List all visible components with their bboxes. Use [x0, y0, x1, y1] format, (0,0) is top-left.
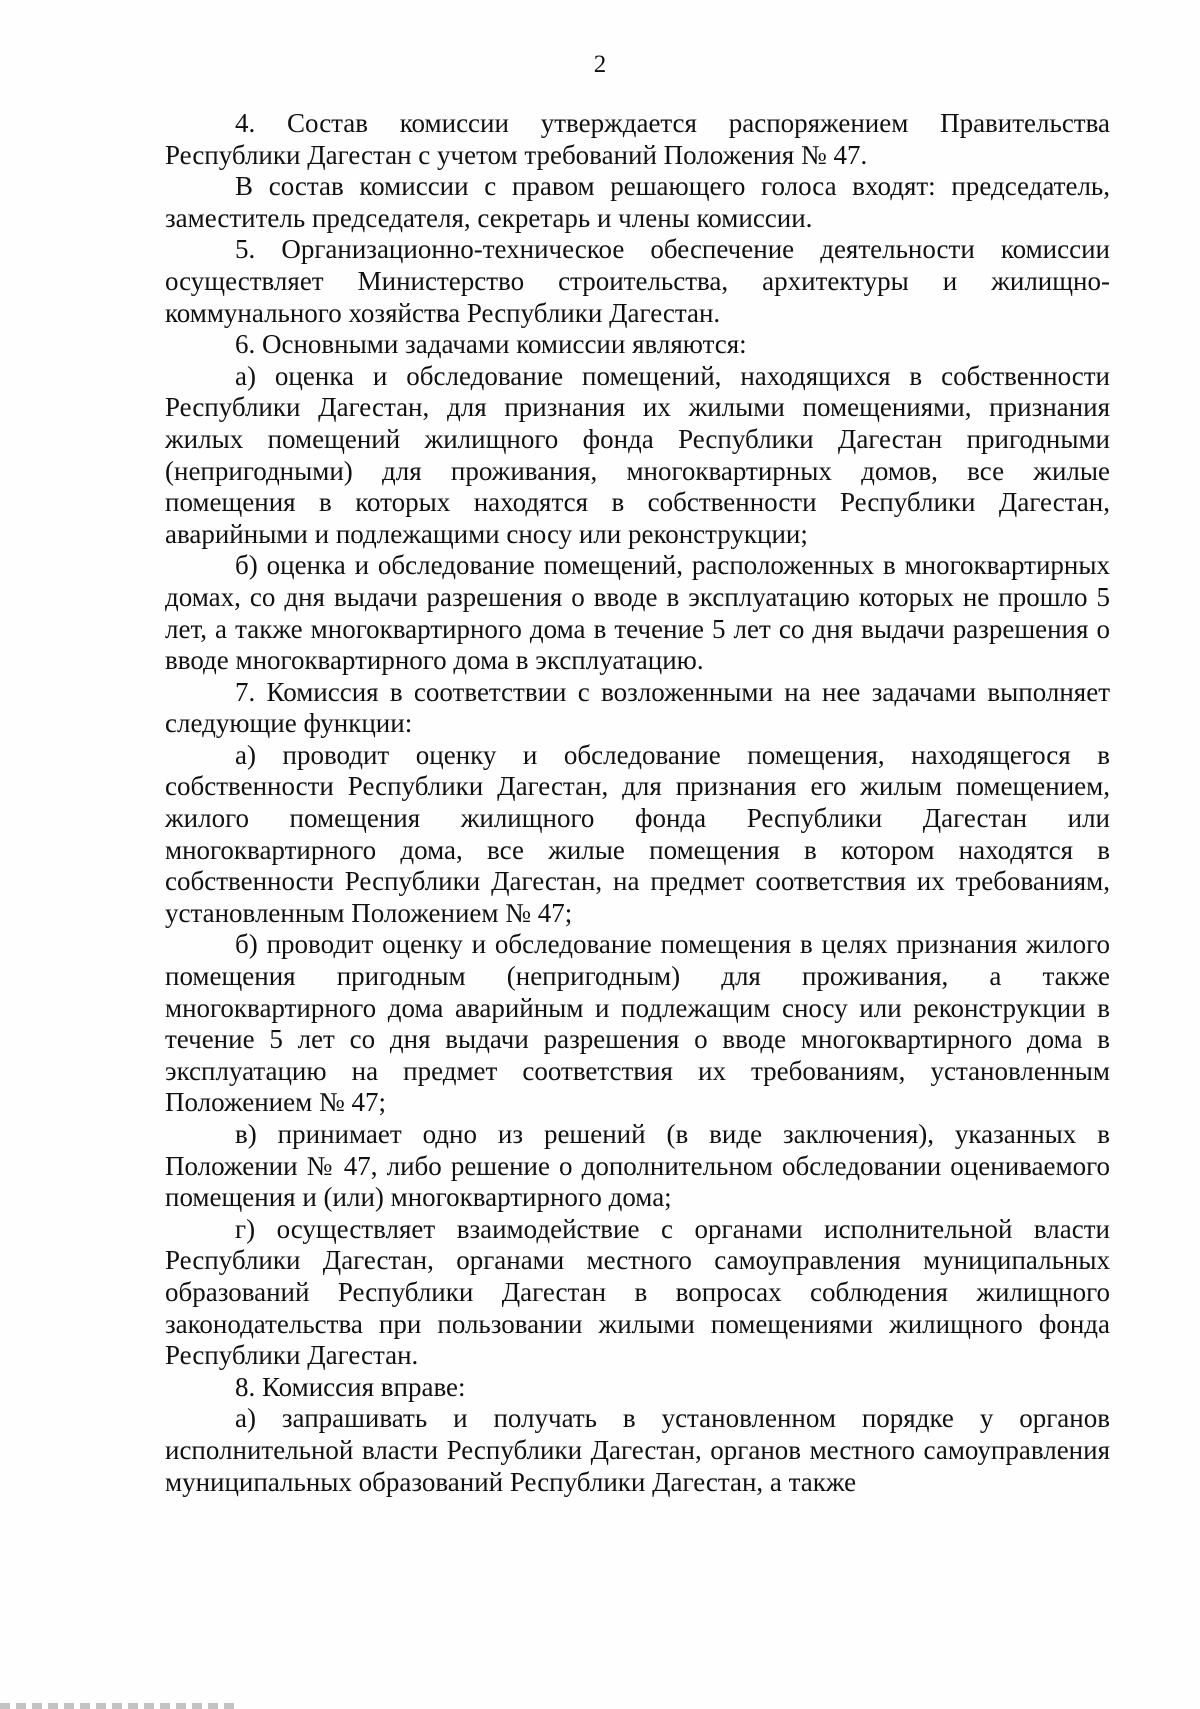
paragraph-voting-members: В состав комиссии с правом решающего голоса входят: председатель, заместитель председателя, секретарь и члены комиссии. [165, 171, 1110, 233]
paragraph-6-tasks-heading: 6. Основными задачами комиссии являются: [235, 329, 747, 360]
scan-edge-artifact [0, 1703, 240, 1709]
paragraph-8-rights-heading: 8. Комиссия вправе: [235, 1371, 466, 1402]
page-number: 2 [593, 51, 607, 78]
paragraph-7v: в) принимает одно из решений (в виде заключения), указанных в Положении № 47, либо решение о дополнительном обследовании оцениваемого помещения и (или) многоквартирного дома; [165, 1119, 1110, 1213]
paragraph-6a: а) оценка и обследование помещений, находящихся в собственности Республики Дагестан, для признания их жилыми помещениями, признания жилых помещений жилищного фонда Республики Дагестан пригодными (непригодными) для проживания, многоквартирных домов, все жилые помещения в которых находятся в собственности Республики Дагестан, аварийными и подлежащими сносу или реконструкции; [165, 360, 1110, 549]
paragraph-7g: г) осуществляет взаимодействие с органами исполнительной власти Республики Дагестан, органами местного самоуправления муниципальных образований Республики Дагестан в вопросах соблюдения жилищного законодательства при пользовании жилыми помещениями жилищного фонда Республики Дагестан. [165, 1213, 1110, 1371]
document-body [165, 108, 1110, 1498]
paragraph-7-functions-heading: 7. Комиссия в соответствии с возложенными на нее задачами выполняет следующие функции: [165, 676, 1110, 739]
paragraph-6b: б) оценка и обследование помещений, расположенных в многоквартирных домах, со дня выдачи разрешения о вводе в эксплуатацию которых не прошло 5 лет, а также многоквартирного дома в течение 5 лет со дня выдачи разрешения о вводе многоквартирного дома в эксплуатацию. [165, 550, 1110, 676]
paragraph-8a: а) запрашивать и получать в установленном порядке у органов исполнительной власти Республики Дагестан, органов местного самоуправления муниципальных образований Республики Дагестан, а также [165, 1403, 1110, 1497]
paragraph-4-composition: 4. Состав комиссии утверждается распоряжением Правительства Республики Дагестан с учетом требований Положения № 47. [165, 108, 1110, 170]
paragraph-5-support: 5. Организационно-техническое обеспечение деятельности комиссии осуществляет Министерство строительства, архитектуры и жилищно-коммунального хозяйства Республики Дагестан. [165, 234, 1110, 328]
paragraph-7b: б) проводит оценку и обследование помещения в целях признания жилого помещения пригодным (непригодным) для проживания, а также многоквартирного дома аварийным и подлежащим сносу или реконструкции в течение 5 лет со дня выдачи разрешения о вводе многоквартирного дома в эксплуатацию на предмет соответствия их требованиям, установленным Положением № 47; [165, 929, 1110, 1118]
paragraph-7a: а) проводит оценку и обследование помещения, находящегося в собственности Республики Дагестан, для признания его жилым помещением, жилого помещения жилищного фонда Республики Дагестан или многоквартирного дома, все жилые помещения в котором находятся в собственности Республики Дагестан, на предмет соответствия их требованиям, установленным Положением № 47; [165, 739, 1110, 928]
